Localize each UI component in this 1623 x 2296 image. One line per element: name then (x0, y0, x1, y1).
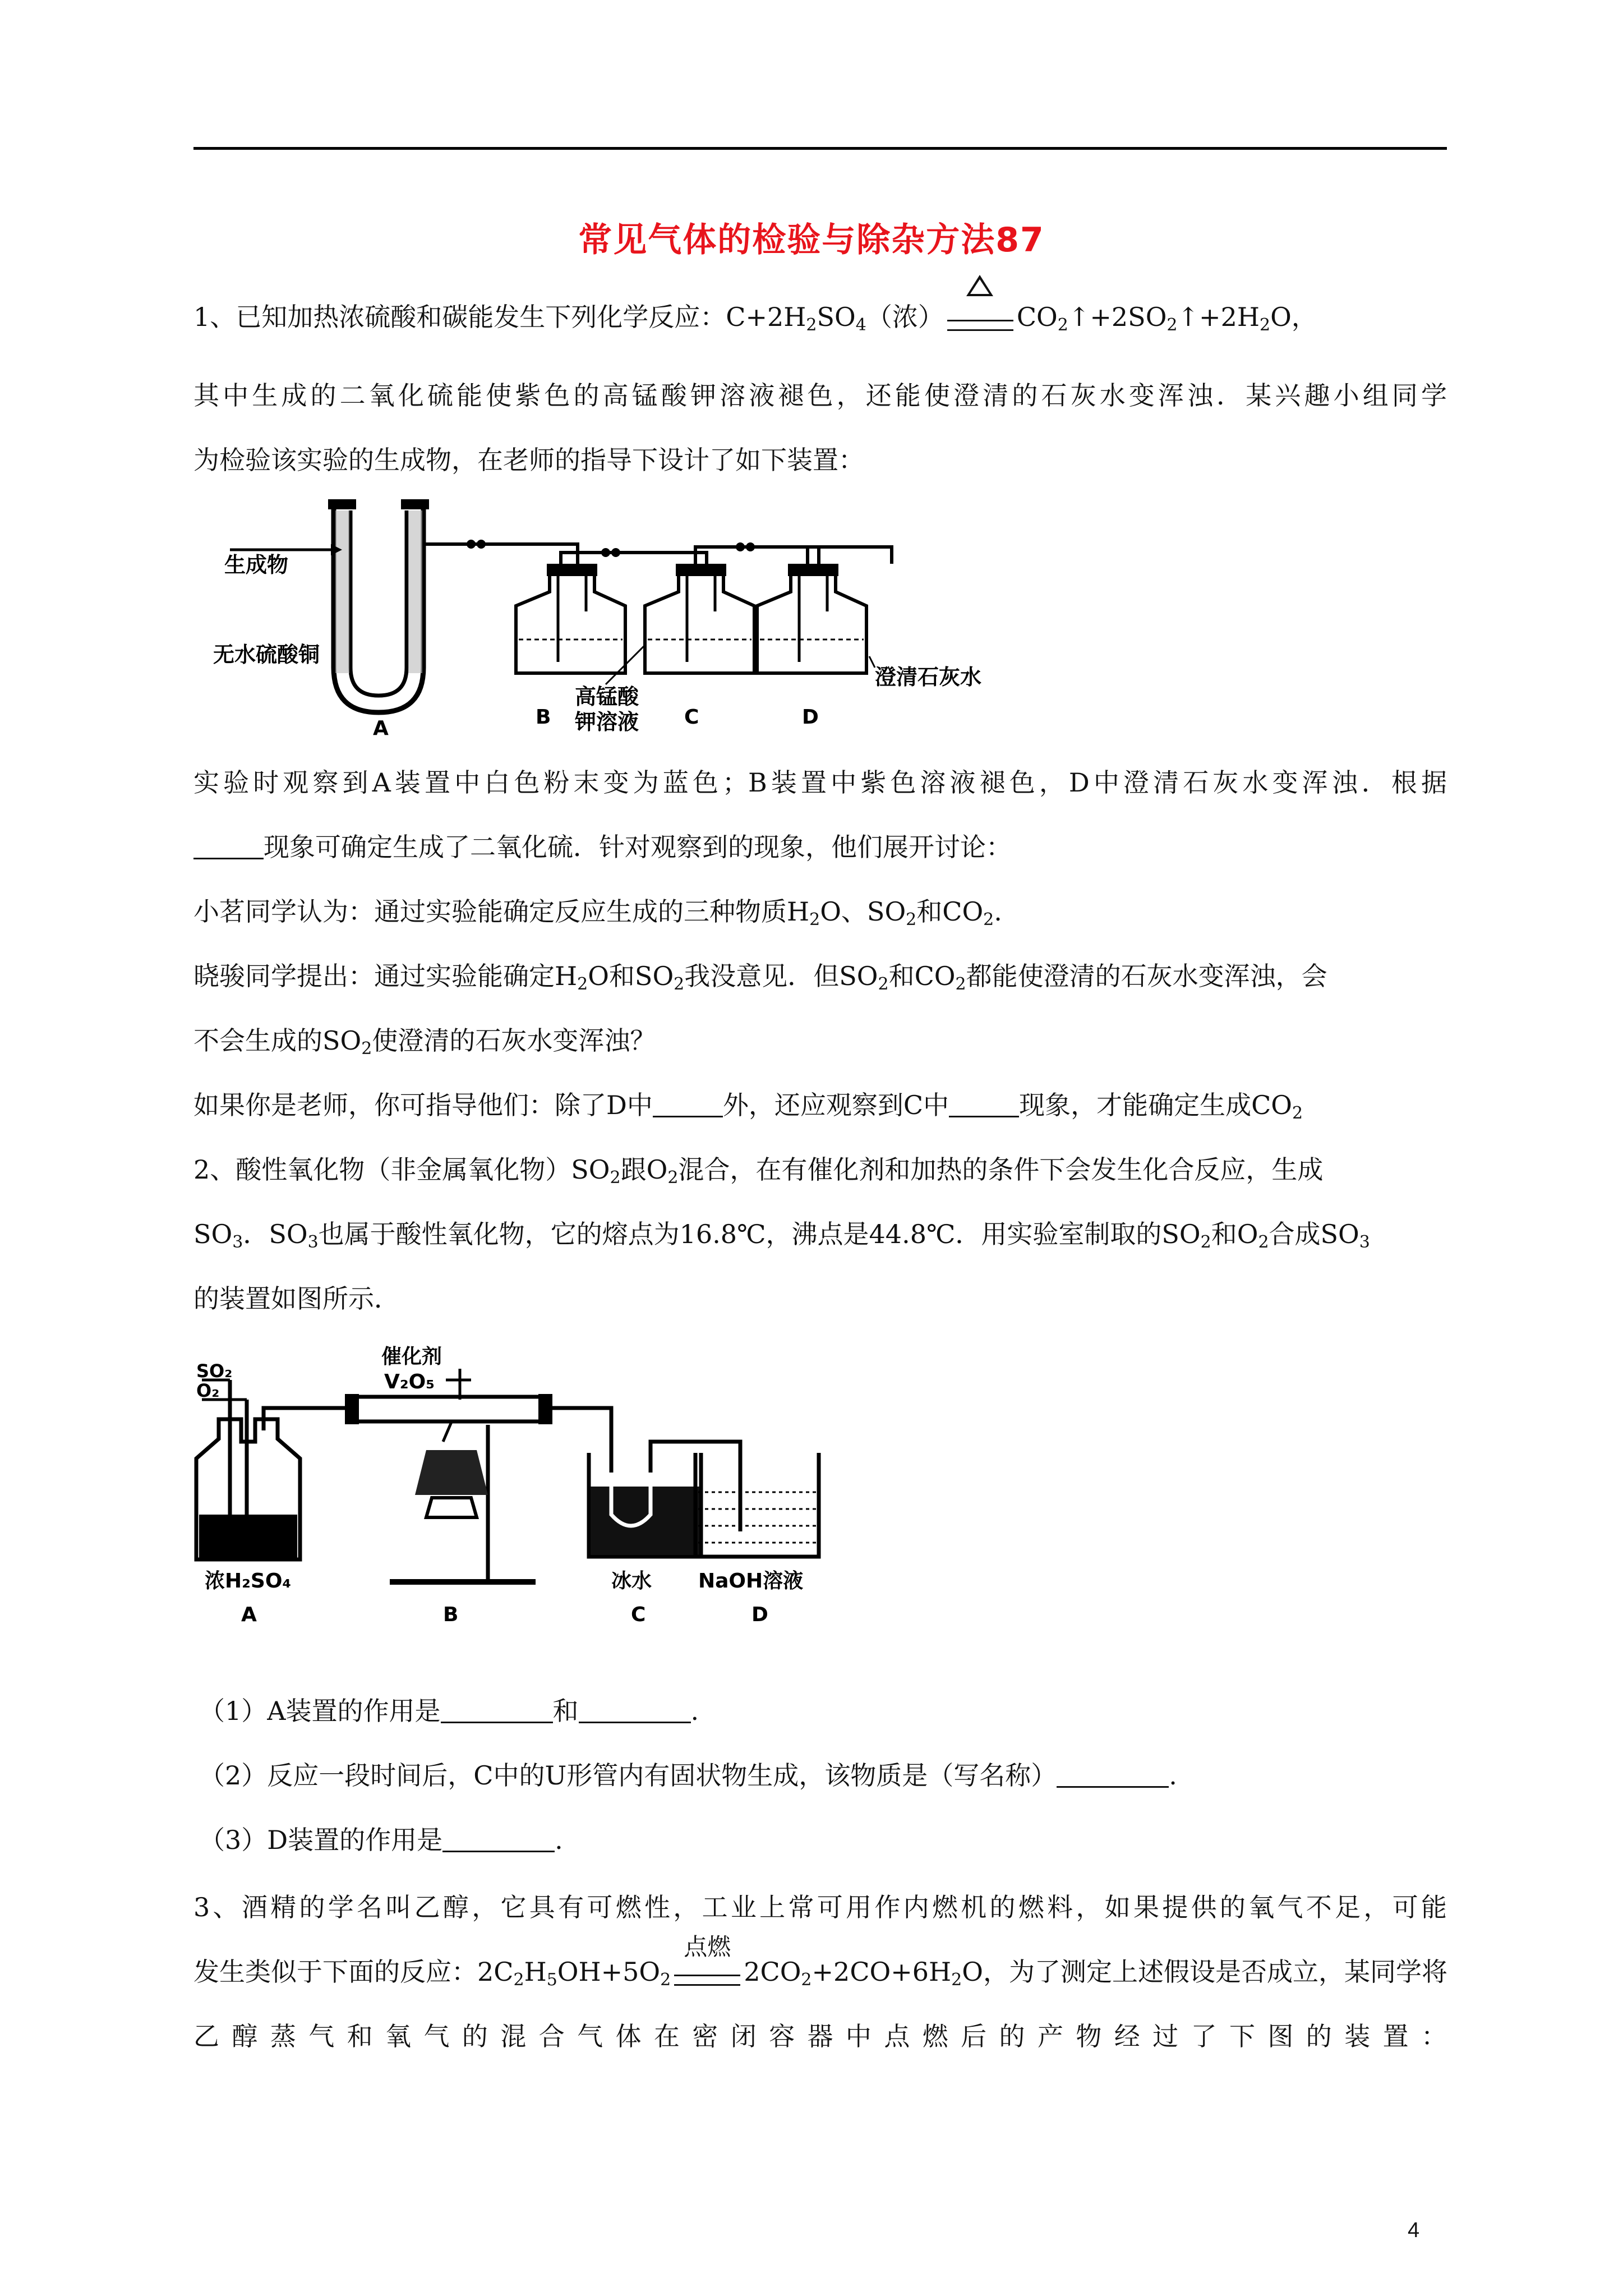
q1-answer-blank-1[interactable] (193, 835, 264, 859)
label-C: C (684, 706, 699, 729)
label-cuso4: 无水硫酸铜 (213, 642, 320, 667)
label-so2: SO₂ (196, 1360, 233, 1382)
label-A: A (373, 717, 389, 740)
label-D: D (802, 706, 819, 729)
q3-line-3: 乙醇蒸气和氧气的混合气体在密闭容器中点燃后的产物经过了下图的装置： (193, 2021, 1447, 2051)
label-kmno4-2: 钾溶液 (575, 710, 639, 734)
page-title: 常见气体的检验与除杂方法87 (578, 220, 1045, 260)
label-B: B (443, 1603, 459, 1626)
label-D: D (751, 1603, 768, 1626)
q2-sub-3: （3）D装置的作用是 . (199, 1825, 563, 1855)
label-catalyst: 催化剂 (381, 1345, 442, 1368)
label-icewater: 冰水 (611, 1570, 652, 1593)
q1-answer-blank-3[interactable] (949, 1093, 1019, 1117)
label-kmno4-1: 高锰酸 (575, 684, 639, 709)
q1-answer-blank-2[interactable] (653, 1093, 723, 1117)
page-number: 4 (1408, 2219, 1420, 2242)
label-product: 生成物 (224, 553, 289, 577)
q1-line-8: 不会生成的$SO_2$使澄清的石灰水变浑浊？ (193, 1025, 656, 1059)
label-A: A (241, 1603, 257, 1626)
q2-answer-blank-1[interactable] (441, 1699, 553, 1723)
q1-line-9: 如果你是老师，你可指导他们：除了D中 外，还应观察到C中 现象，才能确定生成$CO_2$ (193, 1090, 1303, 1123)
heat-triangle-icon (966, 275, 993, 296)
q2-apparatus-figure (196, 1346, 847, 1660)
q1-line-1: 1、已知加热浓硫酸和碳能发生下列化学反应：$C+2H_2SO_4$（浓） $CO_2↑+2SO_2↑+2H_2O$， (193, 297, 1447, 337)
label-v2o5: V₂O₅ (384, 1370, 435, 1393)
q3-line-1: 3、酒精的学名叫乙醇，它具有可燃性，工业上常可用作内燃机的燃料，如果提供的氧气不足，可能 (193, 1892, 1447, 1922)
q1-line-4: 实验时观察到A装置中白色粉末变为蓝色；B装置中紫色溶液褪色，D中澄清石灰水变浑浊．根据 (193, 767, 1447, 798)
header-rule (193, 147, 1447, 150)
q3-line-2: 发生类似于下面的反应：$2C_2H_5OH+5O_2$ 点燃 $2CO_2+2CO+6H_2O$，为了测定上述假设是否成立，某同学将 (193, 1952, 1447, 1991)
q2-line-2: $SO_3$．$SO_3$也属于酸性氧化物，它的熔点为16.8℃，沸点是44.8℃．用实验室制取的$SO_2$和$O_2$合成$SO_3$ (193, 1219, 1370, 1252)
q1-apparatus-figure (213, 499, 982, 740)
label-naoh: NaOH溶液 (698, 1570, 804, 1593)
label-o2: O₂ (196, 1380, 220, 1401)
label-h2so4: 浓H₂SO₄ (205, 1570, 292, 1593)
q1-line-7: 晓骏同学提出：通过实验能确定$H_2O$和$SO_2$我没意见．但$SO_2$和$CO_2$都能使澄清的石灰水变浑浊，会 (193, 961, 1327, 994)
q2-line-1: 2、酸性氧化物（非金属氧化物）$SO_2$跟$O_2$混合，在有催化剂和加热的条件下会发生化合反应，生成 (193, 1154, 1324, 1188)
q1-line-2: 其中生成的二氧化硫能使紫色的高锰酸钾溶液褪色，还能使澄清的石灰水变浑浊．某兴趣小组同学 (193, 380, 1447, 411)
label-C: C (631, 1603, 646, 1626)
label-limewater: 澄清石灰水 (875, 665, 982, 689)
q2-answer-blank-2[interactable] (579, 1699, 691, 1723)
q2-answer-blank-3[interactable] (1057, 1764, 1169, 1788)
q2-sub-1: （1）A装置的作用是 和 . (199, 1696, 699, 1726)
q2-answer-blank-4[interactable] (442, 1828, 555, 1852)
q2-sub-2: （2）反应一段时间后，C中的U形管内有固状物生成，该物质是（写名称） . (199, 1760, 1177, 1791)
label-B: B (536, 706, 551, 729)
q2-line-3: 的装置如图所示． (193, 1283, 400, 1314)
q1-line-6: 小茗同学认为：通过实验能确定反应生成的三种物质$H_2O$、$SO_2$和$CO_2$. (193, 896, 1002, 930)
q1-line-3: 为检验该实验的生成物，在老师的指导下设计了如下装置： (193, 445, 864, 475)
ignite-condition-symbol: 点燃 (671, 1952, 744, 1991)
heat-condition-symbol (944, 297, 1017, 337)
q1-line-5: 现象可确定生成了二氧化硫．针对观察到的现象，他们展开讨论： (193, 827, 1447, 867)
